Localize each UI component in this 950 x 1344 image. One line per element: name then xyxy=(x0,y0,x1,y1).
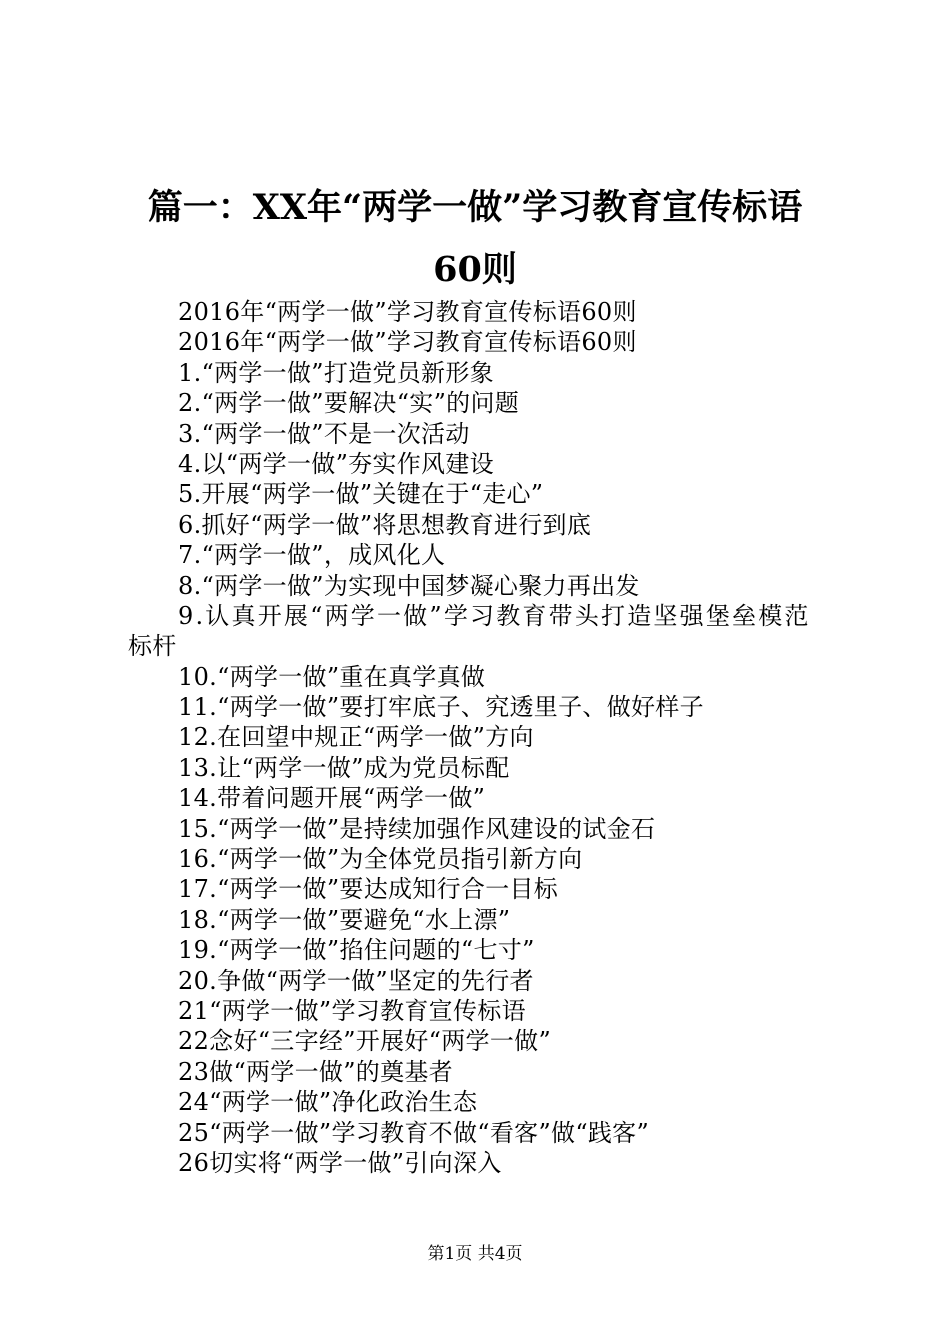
slogan-item: 20.争做“两学一做”坚定的先行者 xyxy=(178,966,534,995)
slogan-item: 13.让“两学一做”成为党员标配 xyxy=(178,753,510,782)
slogan-item: 11.“两学一做”要打牢底子、究透里子、做好样子 xyxy=(178,693,704,722)
document-body xyxy=(0,297,950,1178)
slogan-item-continued: 标杆 xyxy=(128,632,177,661)
slogan-item: 2.“两学一做”要解决“实”的问题 xyxy=(178,389,520,418)
slogan-item: 14.带着问题开展“两学一做” xyxy=(178,784,486,813)
document-title: 篇一：XX年“两学一做”学习教育宣传标语 xyxy=(147,187,803,228)
slogan-item: 5.开展“两学一做”关键在于“走心” xyxy=(178,480,544,509)
slogan-item: 21“两学一做”学习教育宣传标语 xyxy=(178,996,526,1025)
slogan-item: 17.“两学一做”要达成知行合一目标 xyxy=(178,875,559,904)
slogan-item: 8.“两学一做”为实现中国梦凝心聚力再出发 xyxy=(178,571,640,600)
text-line: 2016年“两学一做”学习教育宣传标语60则 xyxy=(178,328,637,357)
slogan-item: 24“两学一做”净化政治生态 xyxy=(178,1088,478,1117)
slogan-item: 19.“两学一做”掐住问题的“七寸” xyxy=(178,936,535,965)
slogan-item: 1.“两学一做”打造党员新形象 xyxy=(178,358,494,387)
slogan-item: 4.以“两学一做”夯实作风建设 xyxy=(178,449,494,478)
slogan-item: 15.“两学一做”是持续加强作风建设的试金石 xyxy=(178,814,656,843)
page-footer: 第1页 共4页 xyxy=(427,1244,523,1264)
slogan-item: 7.“两学一做”，成风化人 xyxy=(178,541,446,570)
slogan-item: 9.认真开展“两学一做”学习教育带头打造坚强堡垒模范 xyxy=(178,601,811,630)
slogan-item: 12.在回望中规正“两学一做”方向 xyxy=(178,723,534,752)
slogan-item: 10.“两学一做”重在真学真做 xyxy=(178,662,486,691)
slogan-item: 18.“两学一做”要避免“水上漂” xyxy=(178,905,511,934)
slogan-item: 26切实将“两学一做”引向深入 xyxy=(178,1148,502,1177)
document-title-continued: 60则 xyxy=(433,249,517,290)
slogan-item: 22念好“三字经”开展好“两学一做” xyxy=(178,1027,552,1056)
slogan-item: 23做“两学一做”的奠基者 xyxy=(178,1057,453,1086)
slogan-item: 6.抓好“两学一做”将思想教育进行到底 xyxy=(178,510,592,539)
slogan-item: 3.“两学一做”不是一次活动 xyxy=(178,419,470,448)
slogan-item: 16.“两学一做”为全体党员指引新方向 xyxy=(178,845,583,874)
slogan-item: 25“两学一做”学习教育不做“看客”做“践客” xyxy=(178,1118,650,1147)
text-line: 2016年“两学一做”学习教育宣传标语60则 xyxy=(178,298,637,326)
